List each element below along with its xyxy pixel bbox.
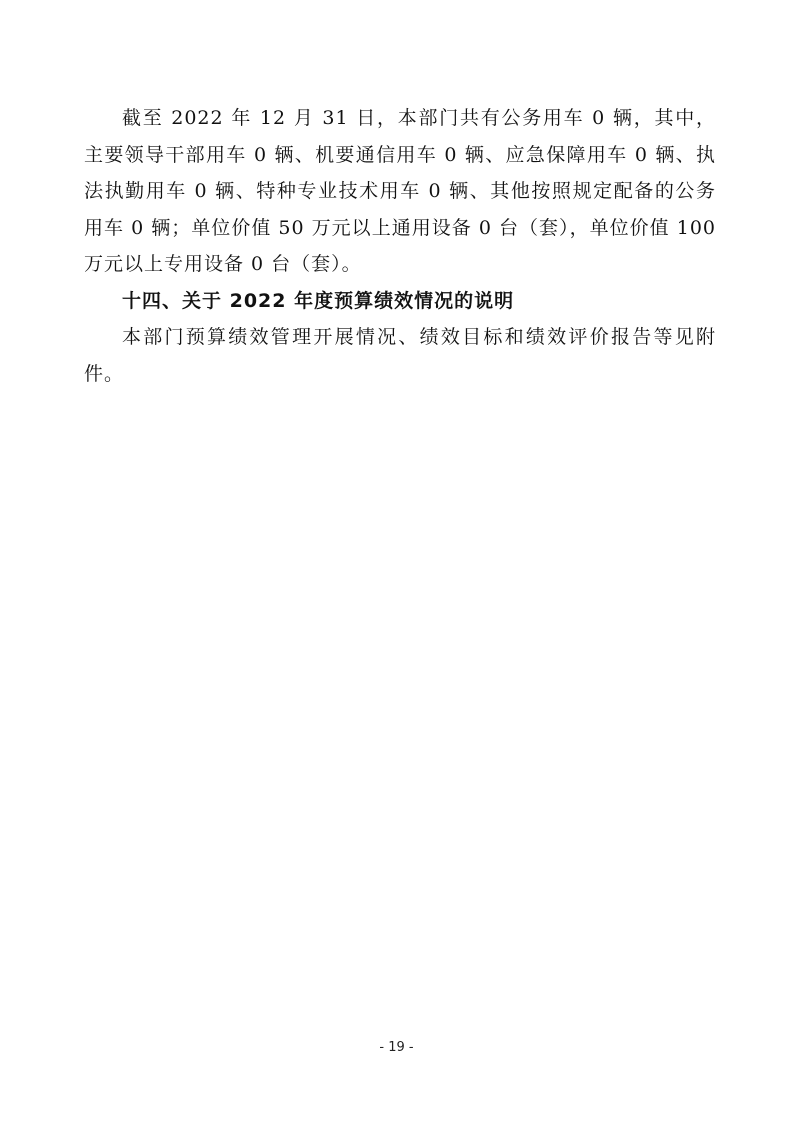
paragraph-vehicles-equipment: 截至 2022 年 12 月 31 日，本部门共有公务用车 0 辆，其中，主要领导干部用车 0 辆、机要通信用车 0 辆、应急保障用车 0 辆、执法执勤用车 0 辆、特种专业技术用车 0 辆、其他按照规定配备的公务用车 0 辆；单位价值 50 万元以上通用设备 0 台（套），单位价值 100 万元以上专用设备 0 台（套）。 [84,107,716,275]
section-heading-performance: 十四、关于 2022 年度预算绩效情况的说明 [122,289,515,312]
paragraph-performance: 本部门预算绩效管理开展情况、绩效目标和绩效评价报告等见附件。 [84,326,716,385]
page-number: - 19 - [379,1040,414,1055]
document-body [84,100,716,392]
